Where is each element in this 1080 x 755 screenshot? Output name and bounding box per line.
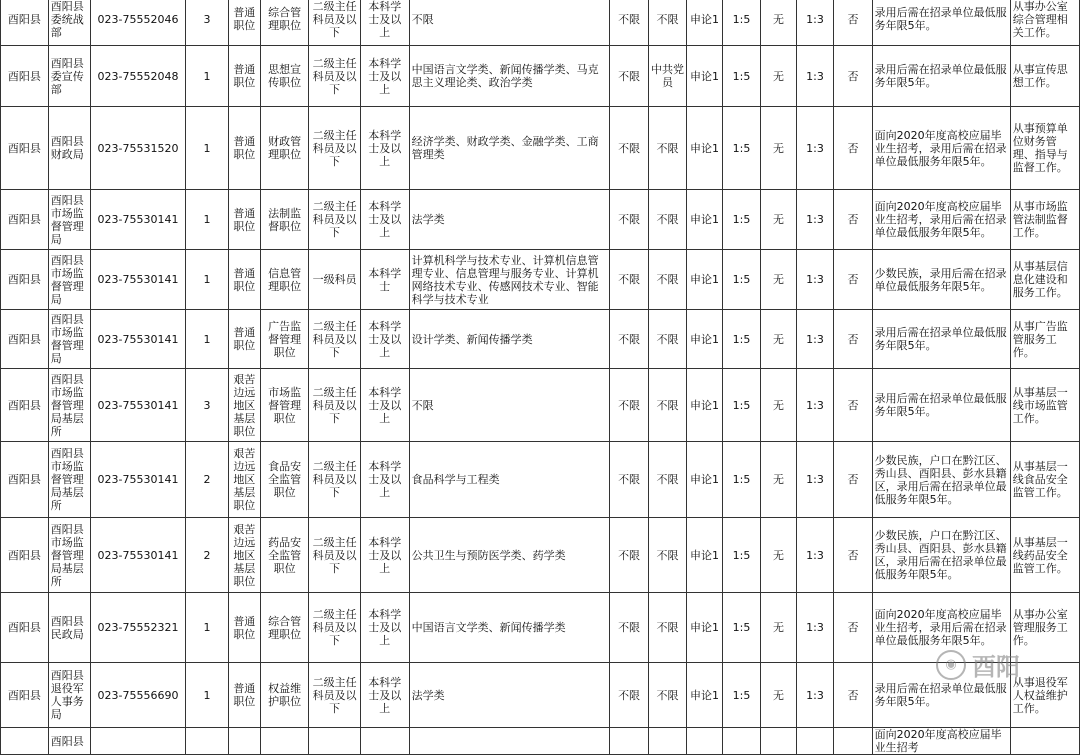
cell-education: 本科学士及以上 <box>360 518 409 593</box>
cell-num: 1 <box>186 310 229 369</box>
cell-c3: 无 <box>761 250 797 310</box>
cell-c1: 不限 <box>610 0 648 46</box>
table-row <box>1 518 1080 593</box>
cell-r1: 1:5 <box>722 593 760 663</box>
cell-c1: 不限 <box>610 190 648 250</box>
cell-major: 计算机科学与技术专业、计算机信息管理专业、信息管理与服务专业、计算机网络技术专业、传感网技术专业、智能科学与技术专业 <box>409 250 610 310</box>
cell-num: 1 <box>186 593 229 663</box>
cell-num: 1 <box>186 663 229 728</box>
cell-c1: 不限 <box>610 593 648 663</box>
cell-phone: 023-75556690 <box>90 663 185 728</box>
cell-level: 二级主任科员及以下 <box>309 593 360 663</box>
cell-c3: 无 <box>761 46 797 107</box>
cell-duty: 从事广告监管服务工作。 <box>1010 310 1079 369</box>
cell-phone: 023-75531520 <box>90 107 185 190</box>
cell-position: 信息管理职位 <box>260 250 309 310</box>
cell-unit: 酉阳县市场监督管理局 <box>48 250 90 310</box>
cell-c2: 不限 <box>648 0 686 46</box>
cell-category: 普通职位 <box>228 46 260 107</box>
cell-major: 法学类 <box>409 190 610 250</box>
cell-position: 综合管理职位 <box>260 0 309 46</box>
cell-r2: 1:3 <box>796 369 833 442</box>
cell-phone: 023-75530141 <box>90 369 185 442</box>
cell-r2: 1:3 <box>796 46 833 107</box>
cell-education: 本科学士及以上 <box>360 663 409 728</box>
cell-position: 市场监督管理职位 <box>260 369 309 442</box>
cell-remark: 少数民族，户口在黔江区、秀山县、酉阳县、彭水县籍区，录用后需在招录单位最低服务年限5年。 <box>872 442 1010 518</box>
cell-c3: 无 <box>761 0 797 46</box>
cell-c2: 不限 <box>648 310 686 369</box>
cell-remark: 录用后需在招录单位最低服务年限5年。 <box>872 46 1010 107</box>
cell-phone: 023-75552048 <box>90 46 185 107</box>
table-row <box>1 663 1080 728</box>
cell-duty: 从事基层一线市场监管工作。 <box>1010 369 1079 442</box>
cell-c1: 不限 <box>610 107 648 190</box>
cell-exam <box>687 728 723 755</box>
cell-education: 本科学士及以上 <box>360 442 409 518</box>
cell-duty: 从事基层一线药品安全监管工作。 <box>1010 518 1079 593</box>
cell-level: 二级主任科员及以下 <box>309 369 360 442</box>
cell-remark: 面向2020年度高校应届毕业生招考，录用后需在招录单位最低服务年限5年。 <box>872 107 1010 190</box>
cell-category: 艰苦边远地区基层职位 <box>228 518 260 593</box>
cell-major: 中国语言文学类、新闻传播学类 <box>409 593 610 663</box>
cell-r1: 1:5 <box>722 518 760 593</box>
cell-c4: 否 <box>834 518 872 593</box>
cell-level: 二级主任科员及以下 <box>309 46 360 107</box>
wechat-icon: ◉ <box>936 650 966 680</box>
cell-r1: 1:5 <box>722 310 760 369</box>
cell-level: 二级主任科员及以下 <box>309 0 360 46</box>
cell-r1: 1:5 <box>722 0 760 46</box>
cell-category: 艰苦边远地区基层职位 <box>228 442 260 518</box>
table-row <box>1 190 1080 250</box>
cell-c2: 不限 <box>648 442 686 518</box>
cell-county: 酉阳县 <box>1 250 49 310</box>
cell-r1: 1:5 <box>722 442 760 518</box>
cell-r2: 1:3 <box>796 190 833 250</box>
cell-county: 酉阳县 <box>1 107 49 190</box>
cell-num: 3 <box>186 369 229 442</box>
cell-phone: 023-75552046 <box>90 0 185 46</box>
cell-position: 权益维护职位 <box>260 663 309 728</box>
cell-phone: 023-75530141 <box>90 442 185 518</box>
cell-exam: 申论1 <box>687 46 723 107</box>
cell-exam: 申论1 <box>687 0 723 46</box>
cell-c1: 不限 <box>610 250 648 310</box>
cell-county: 酉阳县 <box>1 369 49 442</box>
cell-major <box>409 728 610 755</box>
cell-r1: 1:5 <box>722 369 760 442</box>
cell-c3: 无 <box>761 369 797 442</box>
table-row <box>1 442 1080 518</box>
cell-education: 本科学士及以上 <box>360 310 409 369</box>
cell-duty: 从事办公室综合管理相关工作。 <box>1010 0 1079 46</box>
cell-position: 财政管理职位 <box>260 107 309 190</box>
cell-c2: 中共党员 <box>648 46 686 107</box>
cell-c1: 不限 <box>610 518 648 593</box>
table-row <box>1 310 1080 369</box>
cell-exam: 申论1 <box>687 369 723 442</box>
cell-r1: 1:5 <box>722 190 760 250</box>
cell-c4 <box>834 728 872 755</box>
cell-education: 本科学士及以上 <box>360 46 409 107</box>
cell-education <box>360 728 409 755</box>
cell-phone <box>90 728 185 755</box>
cell-unit: 酉阳县财政局 <box>48 107 90 190</box>
cell-category: 普通职位 <box>228 0 260 46</box>
cell-major: 设计学类、新闻传播学类 <box>409 310 610 369</box>
table-row <box>1 46 1080 107</box>
cell-county: 酉阳县 <box>1 190 49 250</box>
cell-r2 <box>796 728 833 755</box>
cell-r2: 1:3 <box>796 593 833 663</box>
cell-county: 酉阳县 <box>1 442 49 518</box>
cell-county <box>1 728 49 755</box>
cell-unit: 酉阳县委统战部 <box>48 0 90 46</box>
cell-remark: 少数民族，户口在黔江区、秀山县、酉阳县、彭水县籍区，录用后需在招录单位最低服务年限5年。 <box>872 518 1010 593</box>
cell-num: 2 <box>186 518 229 593</box>
cell-county: 酉阳县 <box>1 663 49 728</box>
cell-unit: 酉阳县委宣传部 <box>48 46 90 107</box>
cell-c3: 无 <box>761 663 797 728</box>
table-row <box>1 593 1080 663</box>
cell-c4: 否 <box>834 593 872 663</box>
cell-category: 普通职位 <box>228 107 260 190</box>
cell-r2: 1:3 <box>796 0 833 46</box>
cell-category: 艰苦边远地区基层职位 <box>228 369 260 442</box>
table-row <box>1 107 1080 190</box>
cell-c3: 无 <box>761 310 797 369</box>
cell-c3: 无 <box>761 518 797 593</box>
cell-c2 <box>648 728 686 755</box>
cell-num: 1 <box>186 46 229 107</box>
cell-level: 二级主任科员及以下 <box>309 663 360 728</box>
cell-exam: 申论1 <box>687 518 723 593</box>
cell-c2: 不限 <box>648 369 686 442</box>
cell-category <box>228 728 260 755</box>
cell-r2: 1:3 <box>796 310 833 369</box>
cell-phone: 023-75530141 <box>90 190 185 250</box>
cell-c4: 否 <box>834 369 872 442</box>
cell-c4: 否 <box>834 190 872 250</box>
cell-remark: 录用后需在招录单位最低服务年限5年。 <box>872 663 1010 728</box>
cell-unit: 酉阳县民政局 <box>48 593 90 663</box>
cell-num: 1 <box>186 107 229 190</box>
cell-c3: 无 <box>761 442 797 518</box>
cell-level: 二级主任科员及以下 <box>309 310 360 369</box>
cell-r2: 1:3 <box>796 107 833 190</box>
cell-major: 食品科学与工程类 <box>409 442 610 518</box>
cell-c4: 否 <box>834 663 872 728</box>
cell-position: 食品安全监管职位 <box>260 442 309 518</box>
cell-county: 酉阳县 <box>1 593 49 663</box>
table-row <box>1 0 1080 46</box>
cell-major: 不限 <box>409 369 610 442</box>
cell-duty: 从事预算单位财务管理、指导与监督工作。 <box>1010 107 1079 190</box>
cell-c1: 不限 <box>610 310 648 369</box>
cell-r1: 1:5 <box>722 107 760 190</box>
cell-major: 法学类 <box>409 663 610 728</box>
cell-position: 药品安全监管职位 <box>260 518 309 593</box>
cell-r1: 1:5 <box>722 250 760 310</box>
cell-county: 酉阳县 <box>1 46 49 107</box>
cell-c2: 不限 <box>648 250 686 310</box>
cell-r1: 1:5 <box>722 663 760 728</box>
cell-duty: 从事宣传思想工作。 <box>1010 46 1079 107</box>
cell-remark: 录用后需在招录单位最低服务年限5年。 <box>872 369 1010 442</box>
cell-phone: 023-75530141 <box>90 250 185 310</box>
cell-education: 本科学士及以上 <box>360 0 409 46</box>
cell-r1 <box>722 728 760 755</box>
cell-position: 法制监督职位 <box>260 190 309 250</box>
table-row <box>1 369 1080 442</box>
cell-level: 二级主任科员及以下 <box>309 107 360 190</box>
cell-county: 酉阳县 <box>1 310 49 369</box>
cell-duty: 从事退役军人权益维护工作。 <box>1010 663 1079 728</box>
cell-c3: 无 <box>761 593 797 663</box>
cell-c2: 不限 <box>648 190 686 250</box>
cell-education: 本科学士及以上 <box>360 369 409 442</box>
cell-position: 综合管理职位 <box>260 593 309 663</box>
cell-duty: 从事市场监管法制监督工作。 <box>1010 190 1079 250</box>
cell-major: 不限 <box>409 0 610 46</box>
cell-position: 广告监督管理职位 <box>260 310 309 369</box>
cell-phone: 023-75530141 <box>90 310 185 369</box>
cell-level: 二级主任科员及以下 <box>309 442 360 518</box>
cell-remark: 面向2020年度高校应届毕业生招考，录用后需在招录单位最低服务年限5年。 <box>872 593 1010 663</box>
cell-unit: 酉阳县市场监督管理局 <box>48 310 90 369</box>
cell-education: 本科学士及以上 <box>360 107 409 190</box>
cell-remark: 少数民族，录用后需在招录单位最低服务年限5年。 <box>872 250 1010 310</box>
cell-c1: 不限 <box>610 663 648 728</box>
cell-c1: 不限 <box>610 369 648 442</box>
cell-c2: 不限 <box>648 107 686 190</box>
cell-r2: 1:3 <box>796 663 833 728</box>
cell-c3: 无 <box>761 107 797 190</box>
cell-duty: 从事基层一线食品安全监管工作。 <box>1010 442 1079 518</box>
cell-county: 酉阳县 <box>1 518 49 593</box>
cell-c4: 否 <box>834 0 872 46</box>
cell-c4: 否 <box>834 46 872 107</box>
table-body <box>1 0 1080 755</box>
cell-exam: 申论1 <box>687 107 723 190</box>
cell-r1: 1:5 <box>722 46 760 107</box>
cell-major: 公共卫生与预防医学类、药学类 <box>409 518 610 593</box>
cell-position: 思想宣传职位 <box>260 46 309 107</box>
cell-num: 2 <box>186 442 229 518</box>
cell-category: 普通职位 <box>228 250 260 310</box>
cell-r2: 1:3 <box>796 250 833 310</box>
cell-category: 普通职位 <box>228 310 260 369</box>
cell-num <box>186 728 229 755</box>
cell-remark: 录用后需在招录单位最低服务年限5年。 <box>872 0 1010 46</box>
cell-c1: 不限 <box>610 46 648 107</box>
cell-num: 1 <box>186 250 229 310</box>
cell-unit: 酉阳县市场监督管理局基层所 <box>48 369 90 442</box>
cell-duty: 从事基层信息化建设和服务工作。 <box>1010 250 1079 310</box>
cell-num: 3 <box>186 0 229 46</box>
cell-unit: 酉阳县 <box>48 728 90 755</box>
cell-phone: 023-75530141 <box>90 518 185 593</box>
cell-level: 二级主任科员及以下 <box>309 190 360 250</box>
cell-unit: 酉阳县市场监督管理局基层所 <box>48 442 90 518</box>
cell-remark: 面向2020年度高校应届毕业生招考，录用后需在招录单位最低服务年限5年。 <box>872 190 1010 250</box>
cell-unit: 酉阳县市场监督管理局基层所 <box>48 518 90 593</box>
cell-r2: 1:3 <box>796 442 833 518</box>
cell-duty: 从事办公室管理服务工作。 <box>1010 593 1079 663</box>
cell-remark: 面向2020年度高校应届毕业生招考 <box>872 728 1010 755</box>
cell-c2: 不限 <box>648 593 686 663</box>
cell-c2: 不限 <box>648 518 686 593</box>
cell-phone: 023-75552321 <box>90 593 185 663</box>
cell-c2: 不限 <box>648 663 686 728</box>
cell-c4: 否 <box>834 442 872 518</box>
cell-exam: 申论1 <box>687 310 723 369</box>
cell-exam: 申论1 <box>687 250 723 310</box>
cell-county: 酉阳县 <box>1 0 49 46</box>
cell-c4: 否 <box>834 310 872 369</box>
cell-level: 一级科员 <box>309 250 360 310</box>
table-row <box>1 250 1080 310</box>
watermark-text: 酉阳 <box>972 653 1020 681</box>
cell-unit: 酉阳县市场监督管理局 <box>48 190 90 250</box>
cell-unit: 酉阳县退役军人事务局 <box>48 663 90 728</box>
cell-c4: 否 <box>834 107 872 190</box>
cell-remark: 录用后需在招录单位最低服务年限5年。 <box>872 310 1010 369</box>
cell-education: 本科学士 <box>360 250 409 310</box>
cell-education: 本科学士及以上 <box>360 593 409 663</box>
cell-education: 本科学士及以上 <box>360 190 409 250</box>
cell-category: 普通职位 <box>228 663 260 728</box>
cell-exam: 申论1 <box>687 663 723 728</box>
cell-major: 经济学类、财政学类、金融学类、工商管理类 <box>409 107 610 190</box>
cell-c3: 无 <box>761 190 797 250</box>
cell-category: 普通职位 <box>228 190 260 250</box>
cell-exam: 申论1 <box>687 442 723 518</box>
cell-c1 <box>610 728 648 755</box>
cell-r2: 1:3 <box>796 518 833 593</box>
cell-level: 二级主任科员及以下 <box>309 518 360 593</box>
cell-duty <box>1010 728 1079 755</box>
cell-exam: 申论1 <box>687 190 723 250</box>
cell-major: 中国语言文学类、新闻传播学类、马克思主义理论类、政治学类 <box>409 46 610 107</box>
cell-position <box>260 728 309 755</box>
table-row <box>1 728 1080 755</box>
cell-level <box>309 728 360 755</box>
cell-c3 <box>761 728 797 755</box>
cell-exam: 申论1 <box>687 593 723 663</box>
cell-c4: 否 <box>834 250 872 310</box>
cell-num: 1 <box>186 190 229 250</box>
cell-category: 普通职位 <box>228 593 260 663</box>
cell-c1: 不限 <box>610 442 648 518</box>
